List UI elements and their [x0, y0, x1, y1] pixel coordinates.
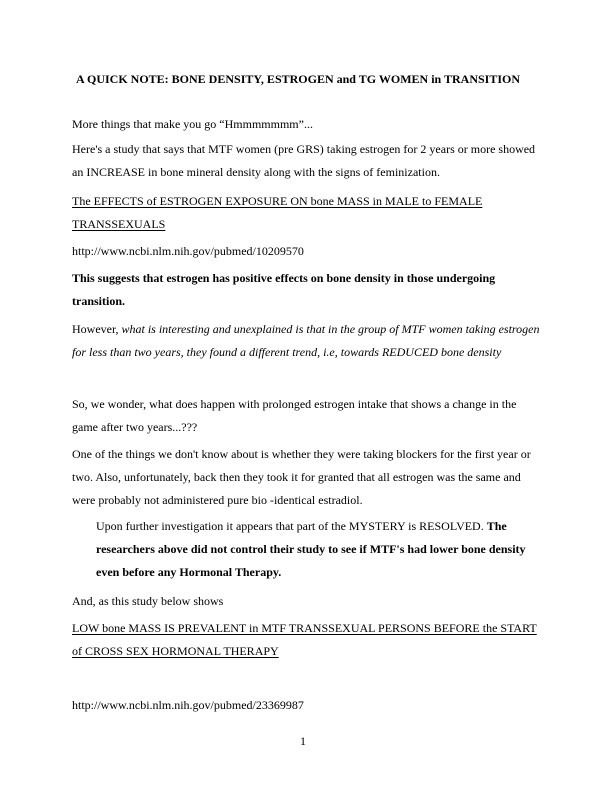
study2-url[interactable]: http://www.ncbi.nlm.nih.gov/pubmed/23369987 [72, 698, 304, 712]
study1-title-link[interactable]: The EFFECTS of ESTROGEN EXPOSURE ON bone MASS in MALE to FEMALE TRANSSEXUALS [72, 194, 483, 231]
investigation-lead: Upon further investigation it appears that part of the MYSTERY is RESOLVED. [96, 519, 487, 533]
investigation-bold: The researchers above did not control their study to see if MTF's had lower bone density even before any Hormonal Therapy. [96, 519, 526, 579]
however-lead: However, [72, 322, 122, 336]
investigation-paragraph [96, 515, 542, 584]
wonder-paragraph: So, we wonder, what does happen with prolonged estrogen intake that shows a change in the game after two years...??? [72, 397, 517, 434]
document-title: A QUICK NOTE: BONE DENSITY, ESTROGEN and TG WOMEN in TRANSITION [76, 72, 521, 86]
however-italic: what is interesting and unexplained is that in the group of MTF women taking estrogen for less than two years, they found a different trend, i.e, towards REDUCED bone density [72, 322, 540, 359]
unknowns-paragraph: One of the things we don't know about is whether they were taking blockers for the first year or two. Also, unfortunately, back then they took it for granted that all estrogen was the same and were probably not administered pure bio -identical estradiol. [72, 447, 531, 507]
study-below-paragraph: And, as this study below shows [72, 594, 224, 608]
study2-title-link[interactable]: LOW bone MASS IS PREVALENT in MTF TRANSSEXUAL PERSONS BEFORE the START of CROSS SEX HORMONAL THERAPY [72, 621, 537, 658]
page-number: 1 [300, 734, 306, 748]
intro-paragraph: More things that make you go “Hmmmmmmm”... [72, 117, 313, 131]
suggestion-paragraph: This suggests that estrogen has positive effects on bone density in those undergoing transition. [72, 271, 496, 308]
however-paragraph [72, 318, 544, 364]
study1-url[interactable]: http://www.ncbi.nlm.nih.gov/pubmed/10209570 [72, 244, 304, 258]
study-summary-paragraph: Here's a study that says that MTF women (pre GRS) taking estrogen for 2 years or more showed an INCREASE in bone mineral density along with the signs of feminization. [72, 142, 536, 179]
